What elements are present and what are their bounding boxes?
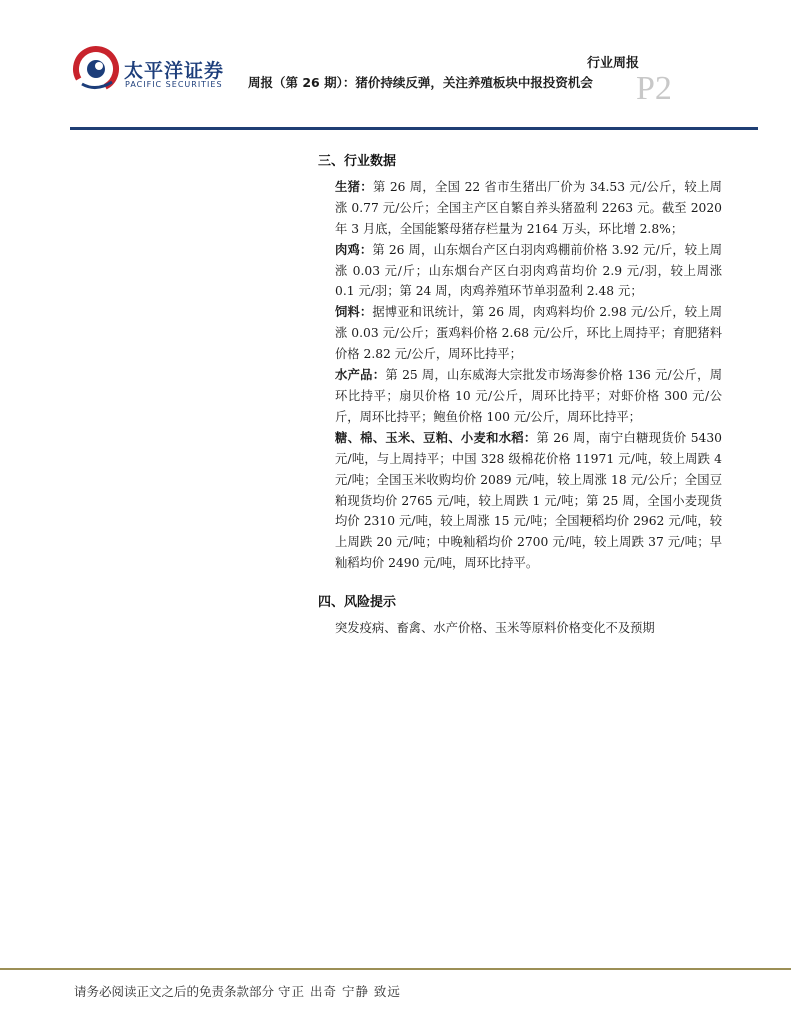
company-logo — [72, 44, 232, 96]
paragraph-label: 饲料： — [335, 305, 373, 320]
section-heading-industry-data: 三、行业数据 — [318, 154, 397, 169]
pacific-logo-icon — [72, 44, 122, 94]
page-number: P2 — [636, 70, 672, 107]
main-content — [318, 152, 722, 639]
risk-text: 突发疫病、畜禽、水产价格、玉米等原料价格变化不及预期 — [335, 621, 655, 636]
section-heading-risk: 四、风险提示 — [318, 595, 397, 611]
paragraph-label: 糖、棉、玉米、豆粕、小麦和水稻： — [335, 430, 537, 445]
paragraph-hogs — [335, 177, 722, 240]
paragraph-aquatic — [335, 365, 722, 428]
report-category: 行业周报 — [586, 56, 639, 71]
paragraph-text: 第 25 周，山东威海大宗批发市场海参价格 136 元/公斤，周环比持平；扇贝价格 10 元/公斤，周环比持平；对虾价格 300 元/公斤，周环比持平；鲍鱼价格 100 元/公斤，周环比持平； — [335, 368, 722, 424]
paragraph-text: 第 26 周，全国 22 省市生猪出厂价为 34.53 元/公斤，较上周涨 0.77 元/公斤；全国主产区自繁自养头猪盈利 2263 元。截至 2020 年 3 月底，全国能繁母猪存栏量为 2164 万头，环比增 2.8%； — [335, 179, 722, 236]
logo-english-name: PACIFIC SECURITIES — [125, 80, 223, 89]
header-divider — [70, 127, 758, 130]
paragraph-label: 肉鸡： — [335, 242, 373, 257]
report-title: 周报（第 26 期）：猪价持续反弹，关注养殖板块中报投资机会 — [248, 75, 593, 90]
paragraph-broilers — [335, 240, 722, 303]
paragraph-text: 据博亚和讯统计，第 26 周，肉鸡料均价 2.98 元/公斤，较上周涨 0.03 元/公斤；蛋鸡料价格 2.68 元/公斤，环比上周持平；育肥猪料价格 2.82 元/公斤，周环比持平； — [335, 305, 722, 362]
footer-disclaimer: 请务必阅读正文之后的免责条款部分 — [74, 984, 275, 999]
paragraph-commodities — [335, 428, 722, 574]
logo-chinese-name: 太平洋证券 — [124, 60, 225, 82]
footer-divider — [0, 968, 791, 970]
paragraph-feed — [335, 302, 722, 365]
footer-motto: 守正 出奇 宁静 致远 — [278, 984, 401, 999]
paragraph-text: 第 26 周，南宁白糖现货价 5430 元/吨，与上周持平；中国 328 级棉花价格 11971 元/吨，较上周跌 4 元/吨；全国玉米收购均价 2089 元/吨，较上周涨 18 元/公斤；全国豆粕现货均价 2765 元/吨，较上周跌 1 元/吨；第 25 周，全国小麦现货均价 2310 元/吨，较上周涨 15 元/吨；全国粳稻均价 2962 元/吨，较上周跌 20 元/吨；中晚籼稻均价 2700 元/吨，较上周跌 37 元/吨；早籼稻均价 2490 元/吨，周环比持平。 — [335, 430, 722, 571]
paragraph-text: 第 26 周，山东烟台产区白羽肉鸡棚前价格 3.92 元/斤，较上周涨 0.03 元/斤；山东烟台产区白羽肉鸡苗均价 2.9 元/羽，较上周涨 0.1 元/羽；第 24 周，肉鸡养殖环节单羽盈利 2.48 元； — [335, 242, 722, 299]
paragraph-label: 水产品： — [335, 368, 386, 383]
footer — [74, 982, 401, 1000]
paragraph-label: 生猪： — [335, 179, 373, 194]
